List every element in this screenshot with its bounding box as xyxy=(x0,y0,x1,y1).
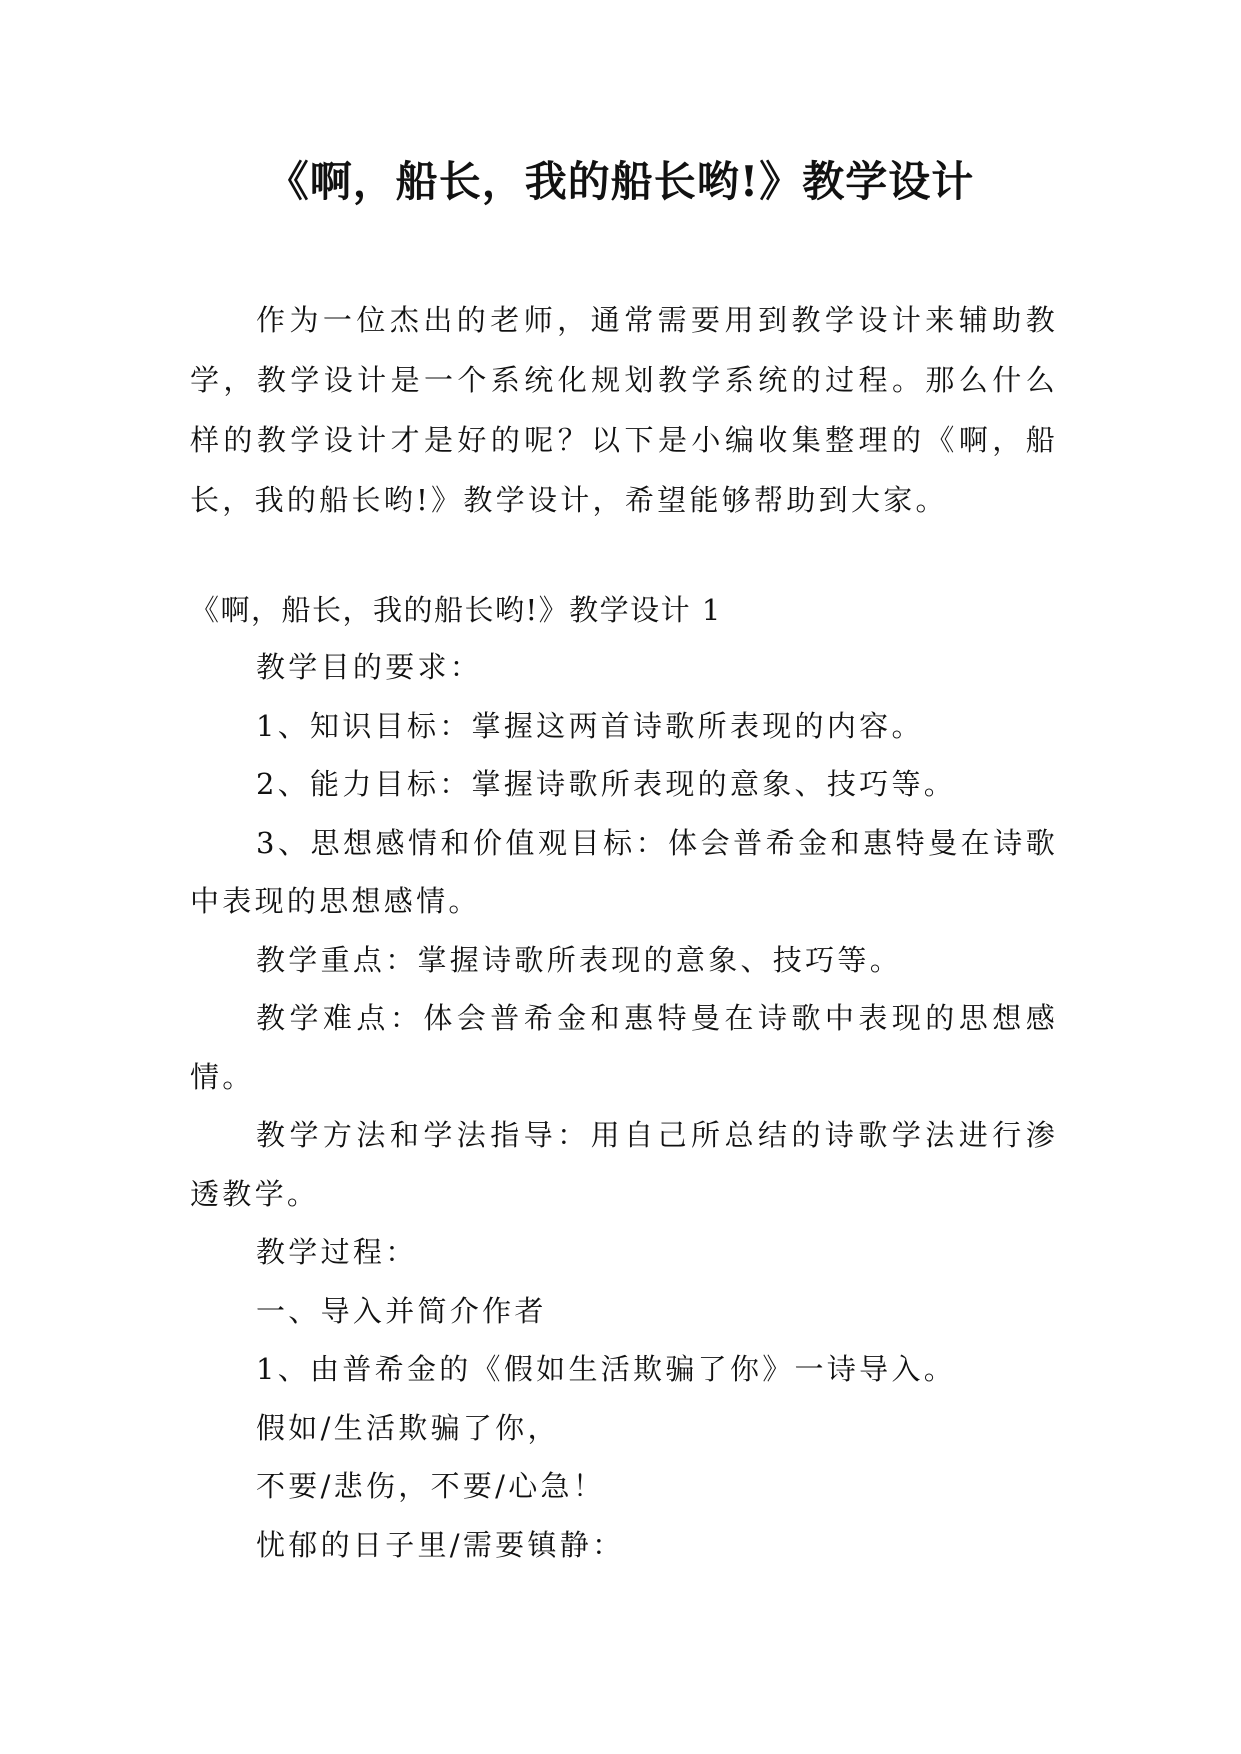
paragraph-knowledge-goal: 1、知识目标：掌握这两首诗歌所表现的内容。 xyxy=(256,708,924,743)
poem-line-3: 忧郁的日子里/需要镇静： xyxy=(256,1527,625,1562)
paragraph-introduction: 1、由普希金的《假如生活欺骗了你》一诗导入。 xyxy=(256,1352,957,1386)
paragraph-ability-goal: 2、能力目标：掌握诗歌所表现的意象、技巧等。 xyxy=(256,767,957,801)
intro-paragraph: 作为一位杰出的老师，通常需要用到教学设计来辅助教学，教学设计是一个系统化规划教学系统的过程。那么什么样的教学设计才是好的呢？以下是小编收集整理的《啊，船长，我的船长哟!》教学设计，希望能够帮助到大家。 xyxy=(190,303,1058,517)
paragraph-process-heading: 教学过程： xyxy=(256,1235,418,1269)
section-body xyxy=(190,638,1058,1574)
document-title: 《啊，船长，我的船长哟!》教学设计 xyxy=(266,157,975,206)
paragraph-key-point: 教学重点：掌握诗歌所表现的意象、技巧等。 xyxy=(256,942,903,977)
paragraph-step-one: 一、导入并简介作者 xyxy=(256,1293,547,1328)
poem-line-1: 假如/生活欺骗了你， xyxy=(256,1410,560,1445)
paragraph-difficulty: 教学难点：体会普希金和惠特曼在诗歌中表现的思想感情。 xyxy=(190,1001,1058,1094)
section-heading: 《啊，船长，我的船长哟!》教学设计 1 xyxy=(190,593,722,627)
paragraph-values-goal: 3、思想感情和价值观目标：体会普希金和惠特曼在诗歌中表现的思想感情。 xyxy=(190,825,1058,918)
paragraph-method: 教学方法和学法指导：用自己所总结的诗歌学法进行渗透教学。 xyxy=(190,1118,1058,1211)
paragraph-objectives-heading: 教学目的要求： xyxy=(256,650,483,684)
poem-line-2: 不要/悲伤，不要/心急！ xyxy=(256,1469,606,1503)
